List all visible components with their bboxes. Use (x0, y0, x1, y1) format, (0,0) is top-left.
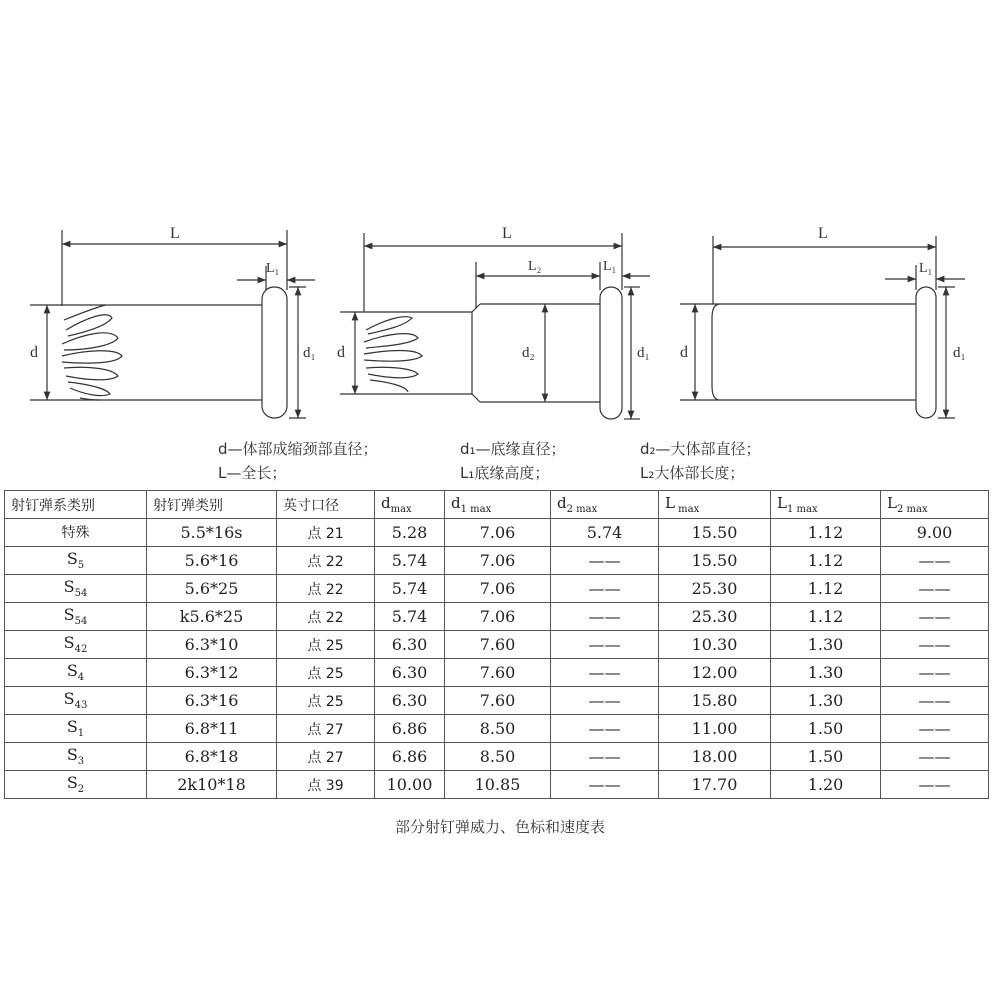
cartridge-drawings (0, 0, 1000, 470)
cell-type: 5.5*16s (147, 519, 277, 547)
cell-series: $S_{42}$ (5, 631, 147, 659)
cell-type: 6.8*11 (147, 715, 277, 743)
cell-L1max: 1.12 (771, 547, 881, 575)
cell-L1max: 1.30 (771, 687, 881, 715)
cell-L2max: —— (881, 631, 989, 659)
cell-series: $S_3$ (5, 743, 147, 771)
cell-d1max: 7.06 (445, 603, 551, 631)
table-caption: 部分射钉弹威力、色标和速度表 (394, 818, 605, 836)
cell-d2max: —— (551, 603, 659, 631)
cell-L2max: —— (881, 687, 989, 715)
table-row (5, 715, 989, 743)
cell-L2max: 9.00 (881, 519, 989, 547)
header-caliber: 英寸口径 (277, 491, 375, 519)
cell-caliber: 点 25 (277, 631, 375, 659)
cell-series: $S_{54}$ (5, 575, 147, 603)
cell-L1max: 1.12 (771, 603, 881, 631)
fig2-label-d2: d₂ (522, 345, 535, 361)
table-row (5, 547, 989, 575)
cell-Lmax: 12.00 (659, 659, 771, 687)
drawing-fig1 (30, 230, 315, 418)
table-row (5, 575, 989, 603)
cell-d2max: —— (551, 715, 659, 743)
cell-d1max: 7.06 (445, 547, 551, 575)
table-row (5, 687, 989, 715)
table-row (5, 743, 989, 771)
cell-Lmax: 10.30 (659, 631, 771, 659)
cell-Lmax: 15.80 (659, 687, 771, 715)
cell-dmax: 5.74 (375, 547, 445, 575)
cell-L1max: 1.12 (771, 519, 881, 547)
cell-L1max: 1.50 (771, 743, 881, 771)
cell-L2max: —— (881, 575, 989, 603)
cell-Lmax: 17.70 (659, 771, 771, 799)
table-body (5, 519, 989, 799)
fig2-label-d1: d₁ (637, 345, 650, 361)
cell-type: 5.6*16 (147, 547, 277, 575)
fig3-label-L: L (818, 225, 828, 242)
cell-dmax: 5.74 (375, 575, 445, 603)
fig1-label-d: d (30, 344, 38, 361)
cell-caliber: 点 25 (277, 687, 375, 715)
cell-caliber: 点 22 (277, 547, 375, 575)
cell-caliber: 点 21 (277, 519, 375, 547)
cell-dmax: 6.30 (375, 659, 445, 687)
cell-Lmax: 15.50 (659, 519, 771, 547)
cell-caliber: 点 25 (277, 659, 375, 687)
cell-Lmax: 25.30 (659, 603, 771, 631)
cell-type: 6.8*18 (147, 743, 277, 771)
cell-d1max: 8.50 (445, 743, 551, 771)
fig3-label-d1: d₁ (953, 345, 966, 361)
legend-L: L—全长； (218, 464, 287, 482)
table-header-row (5, 491, 989, 519)
cell-L2max: —— (881, 715, 989, 743)
fig2-label-L: L (502, 225, 512, 242)
cell-d2max: —— (551, 687, 659, 715)
cell-L2max: —— (881, 547, 989, 575)
cell-d1max: 7.06 (445, 575, 551, 603)
cell-d1max: 7.06 (445, 519, 551, 547)
cell-series: $S_2$ (5, 771, 147, 799)
header-Lmax: L $_{max}$ (659, 491, 771, 519)
cell-type: 2k10*18 (147, 771, 277, 799)
fig3-label-d: d (680, 344, 688, 361)
table-row (5, 659, 989, 687)
cell-caliber: 点 27 (277, 743, 375, 771)
table-row (5, 631, 989, 659)
fig2-label-L1: L₁ (603, 259, 617, 274)
cell-d2max: —— (551, 659, 659, 687)
cell-d1max: 7.60 (445, 687, 551, 715)
cell-type: 6.3*12 (147, 659, 277, 687)
cell-type: 5.6*25 (147, 575, 277, 603)
header-d2max: $d_{2 max}$ (551, 491, 659, 519)
cell-series: $S_1$ (5, 715, 147, 743)
fig3-label-L1: L₁ (919, 261, 933, 276)
cell-dmax: 6.30 (375, 687, 445, 715)
cell-caliber: 点 22 (277, 575, 375, 603)
header-type: 射钉弹类别 (147, 491, 277, 519)
cell-dmax: 6.86 (375, 743, 445, 771)
legend-L1: L₁底缘高度； (460, 464, 550, 482)
cell-caliber: 点 22 (277, 603, 375, 631)
cell-dmax: 6.86 (375, 715, 445, 743)
spec-table (4, 490, 989, 799)
cell-Lmax: 25.30 (659, 575, 771, 603)
table-row (5, 603, 989, 631)
header-L2max: $L_{2 max}$ (881, 491, 989, 519)
cell-caliber: 点 27 (277, 715, 375, 743)
cell-series: $S_{54}$ (5, 603, 147, 631)
fig1-label-d1: d₁ (303, 345, 316, 361)
legend-d: d—体部成缩颈部直径； (218, 440, 378, 458)
cell-d2max: —— (551, 771, 659, 799)
legend-L2: L₂大体部长度； (640, 464, 745, 482)
fig2-label-L2: L₂ (528, 259, 542, 274)
header-d1max: $d_{1 max}$ (445, 491, 551, 519)
cell-Lmax: 18.00 (659, 743, 771, 771)
fig1-label-L: L (170, 225, 180, 242)
cell-caliber: 点 39 (277, 771, 375, 799)
cell-d2max: —— (551, 631, 659, 659)
cell-series: 特殊 (5, 519, 147, 547)
cell-L2max: —— (881, 743, 989, 771)
cell-d1max: 8.50 (445, 715, 551, 743)
cell-Lmax: 11.00 (659, 715, 771, 743)
header-L1max: $L_{1 max}$ (771, 491, 881, 519)
header-dmax: $d_{max}$ (375, 491, 445, 519)
cell-L2max: —— (881, 659, 989, 687)
cell-d1max: 10.85 (445, 771, 551, 799)
fig1-label-L1: L₁ (266, 261, 280, 276)
cell-type: k5.6*25 (147, 603, 277, 631)
cell-series: $S_5$ (5, 547, 147, 575)
cell-dmax: 6.30 (375, 631, 445, 659)
cell-series: $S_{43}$ (5, 687, 147, 715)
cell-d2max: —— (551, 743, 659, 771)
cell-d2max: —— (551, 547, 659, 575)
fig2-label-d: d (337, 344, 345, 361)
cell-Lmax: 15.50 (659, 547, 771, 575)
table-row (5, 519, 989, 547)
cell-type: 6.3*10 (147, 631, 277, 659)
table-row (5, 771, 989, 799)
cell-d1max: 7.60 (445, 631, 551, 659)
legend-d2: d₂—大体部直径； (640, 440, 761, 458)
cell-d2max: —— (551, 575, 659, 603)
cell-dmax: 5.74 (375, 603, 445, 631)
cell-d1max: 7.60 (445, 659, 551, 687)
cell-L2max: —— (881, 771, 989, 799)
cell-type: 6.3*16 (147, 687, 277, 715)
header-series: 射钉弹系类别 (5, 491, 147, 519)
cell-d2max: 5.74 (551, 519, 659, 547)
cell-L1max: 1.12 (771, 575, 881, 603)
cell-L1max: 1.30 (771, 631, 881, 659)
cell-L1max: 1.20 (771, 771, 881, 799)
legend-d1: d₁—底缘直径； (460, 440, 566, 458)
cell-dmax: 10.00 (375, 771, 445, 799)
cell-L1max: 1.30 (771, 659, 881, 687)
cell-L1max: 1.50 (771, 715, 881, 743)
cell-series: $S_4$ (5, 659, 147, 687)
cell-L2max: —— (881, 603, 989, 631)
cell-dmax: 5.28 (375, 519, 445, 547)
